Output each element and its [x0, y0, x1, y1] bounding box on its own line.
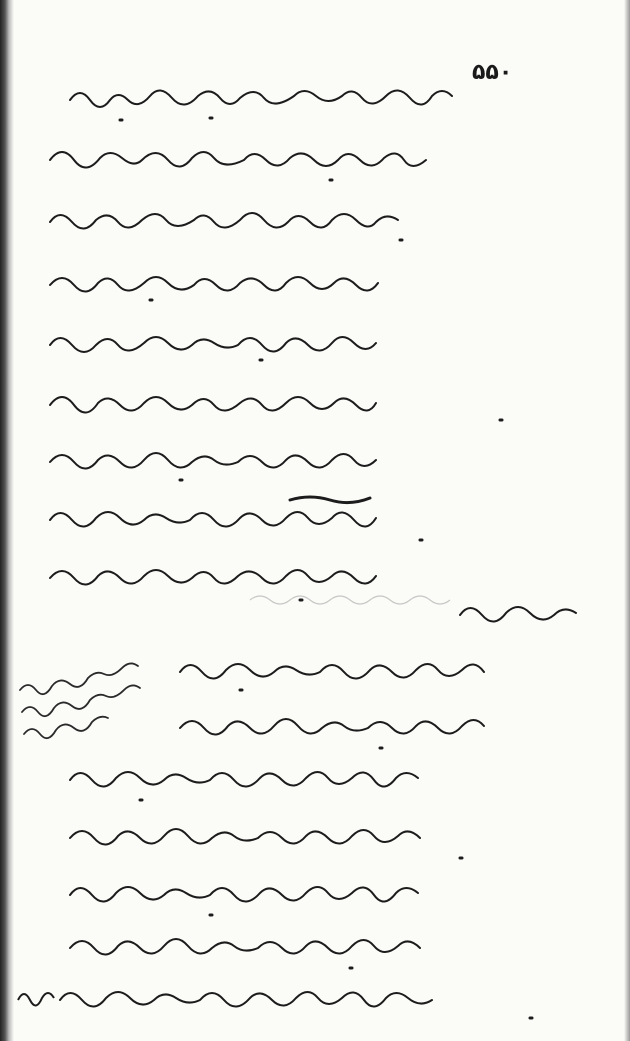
- handwriting-line-2: [50, 152, 426, 168]
- handwriting-line-5: [50, 337, 376, 352]
- handwriting-line-17: [60, 992, 432, 1007]
- handwriting-line-8: [50, 512, 376, 527]
- handwriting-line-7: [50, 453, 376, 469]
- margin-note-scribble: [20, 663, 140, 738]
- page-number: ۵۵۰: [472, 60, 513, 85]
- handwriting-line-4: [50, 277, 378, 292]
- handwriting-line-3: [50, 213, 398, 229]
- handwriting-line-16: [70, 939, 420, 955]
- strikethrough-mark: [290, 497, 370, 503]
- handwriting-line-1: [70, 90, 452, 107]
- handwriting-line-6: [50, 397, 376, 413]
- handwriting-line-9: [50, 570, 376, 585]
- handwriting-line-14: [70, 829, 420, 845]
- bleed-through-text: [250, 596, 450, 604]
- handwriting-line-10: [460, 607, 576, 622]
- footer-mark-scribble: [18, 993, 54, 1006]
- handwriting-line-12: [180, 719, 484, 735]
- handwriting-line-13: [70, 772, 418, 787]
- handwriting-line-15: [70, 887, 418, 902]
- handwriting-line-11: [180, 664, 484, 679]
